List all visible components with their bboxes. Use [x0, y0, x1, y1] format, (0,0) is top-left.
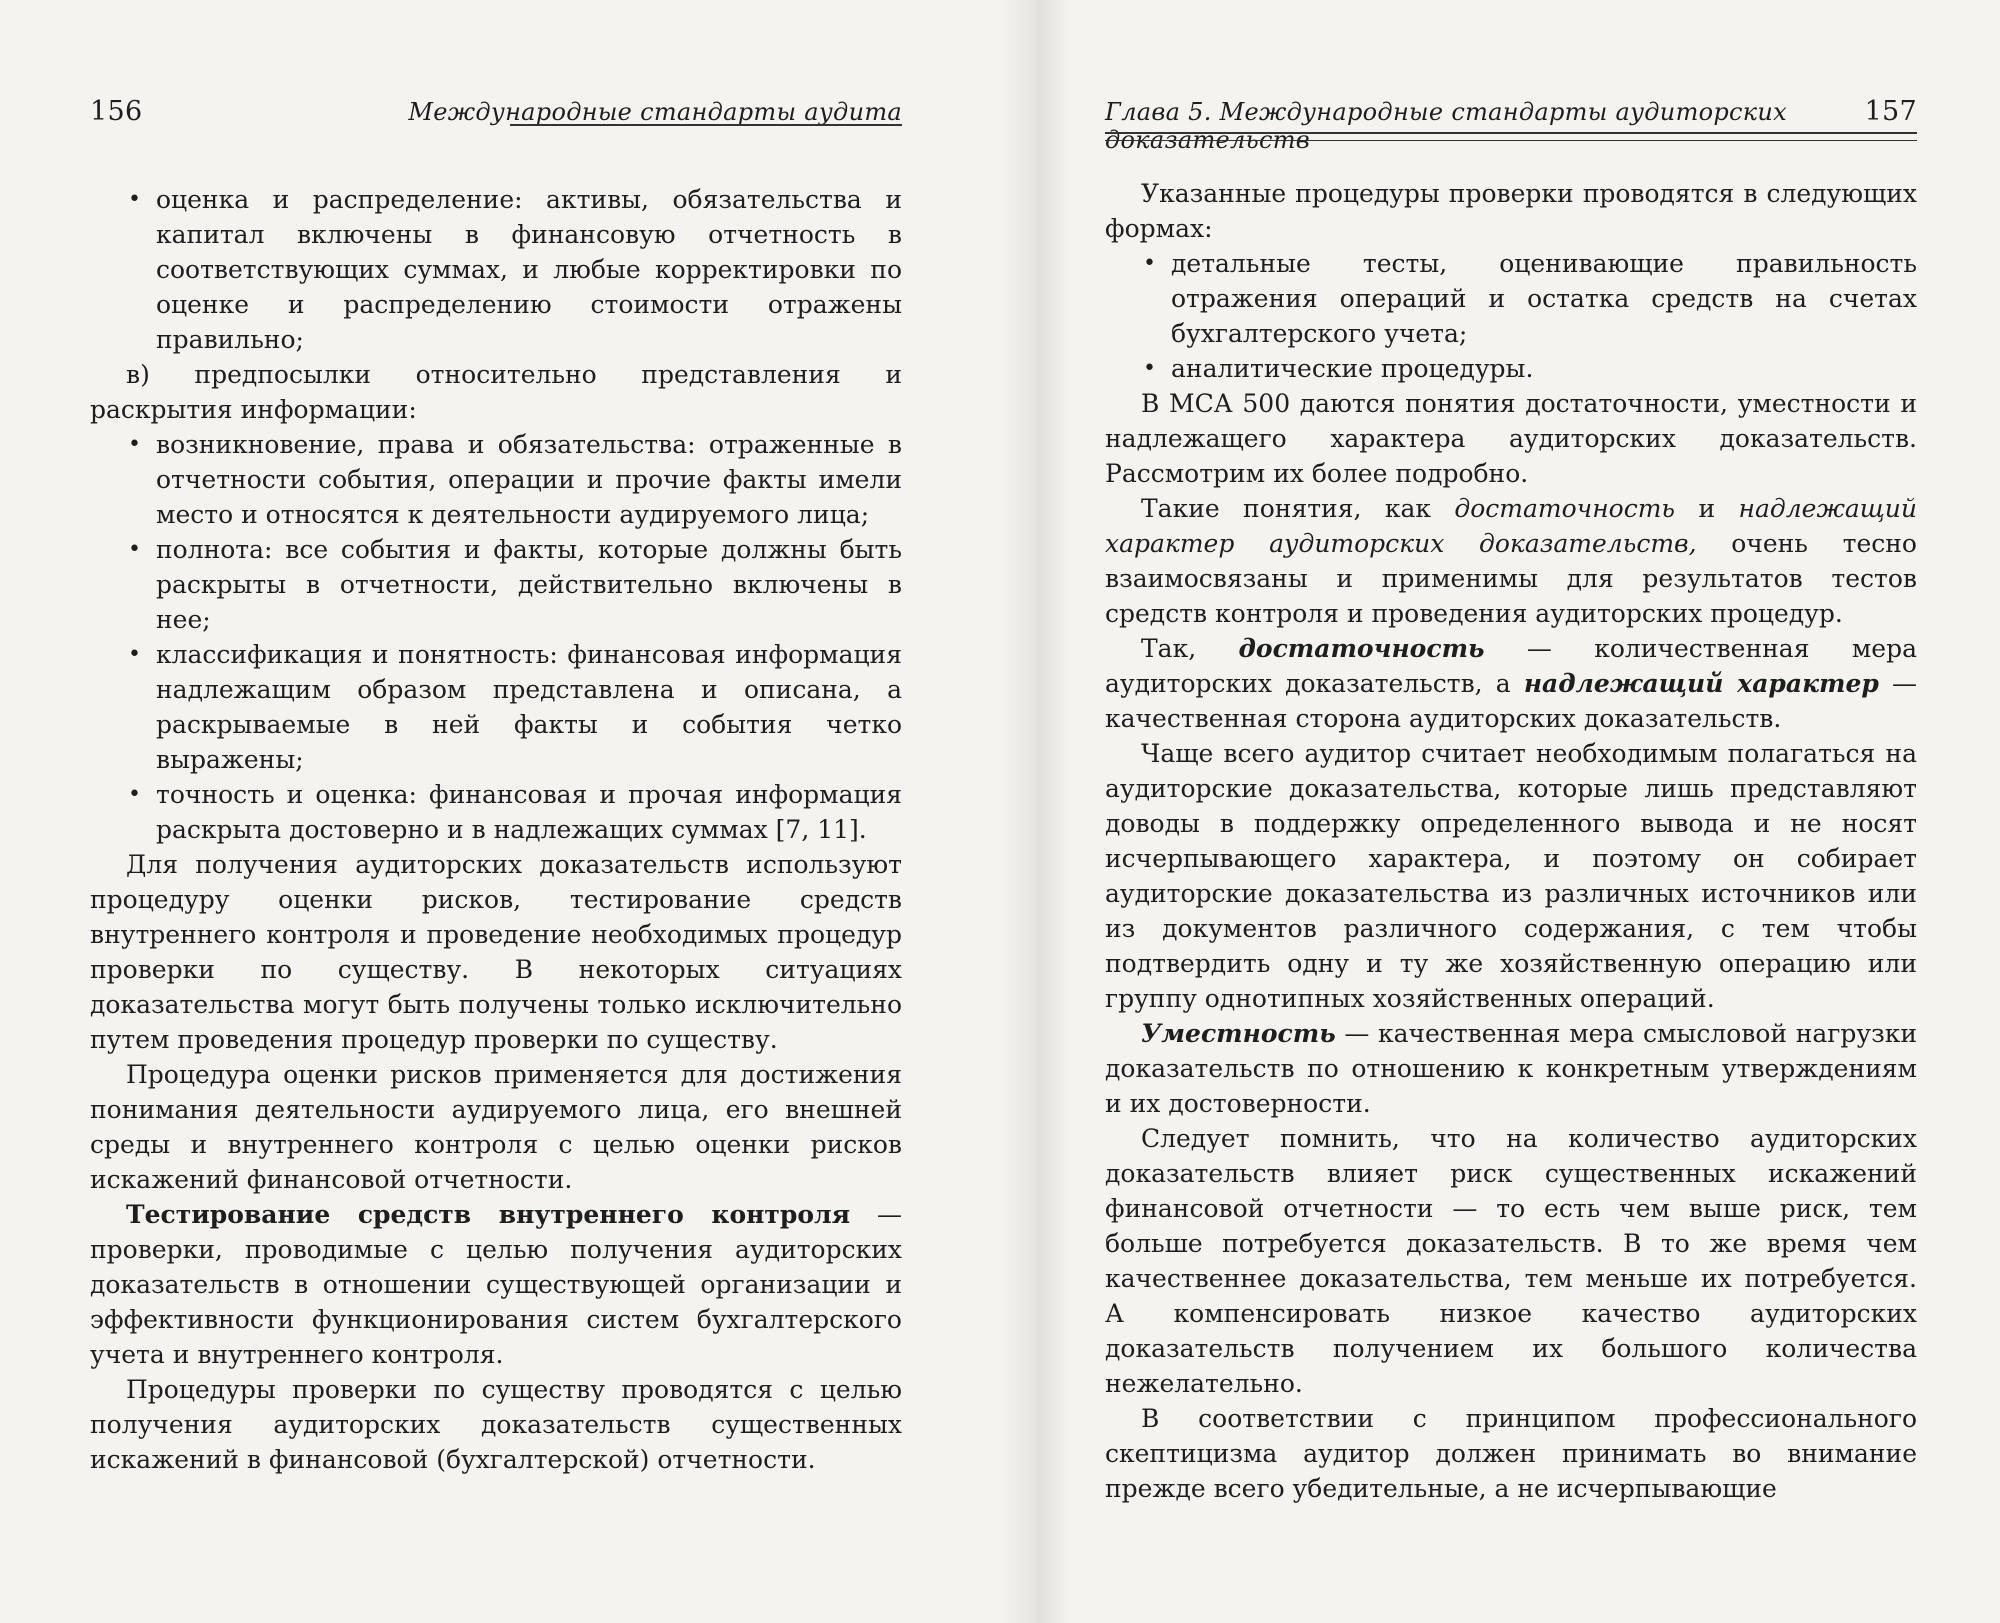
bullet-icon: • — [128, 187, 141, 212]
paragraph-text: Так, — [1141, 634, 1239, 663]
paragraph-testing — [90, 1197, 902, 1372]
list-item — [128, 427, 902, 532]
paragraph: Чаще всего аудитор считает необходимым полагаться на аудиторские доказательства, которые лишь представляют доводы в поддержку определенного вывода и не носят исчерпывающего характера, и поэтому он собирает аудиторские доказательства из различных источников или из документов различного содержания, с тем чтобы подтвердить одну и ту же хозяйственную операцию или группу однотипных хозяйственных операций. — [1105, 739, 1917, 1013]
term-bold: Тестирование средств внутреннего контроля — [126, 1200, 851, 1229]
bullet-icon: • — [128, 432, 141, 457]
page-number-right: 157 — [1864, 96, 1917, 127]
paragraph-text: — качественная сторона аудиторских доказательств. — [1105, 669, 1917, 733]
book-gutter — [1000, 0, 1070, 1623]
paragraph-concepts — [1105, 491, 1917, 631]
left-head-rule — [510, 124, 902, 126]
paragraph-relevance — [1105, 1016, 1917, 1121]
list-item — [1143, 246, 1917, 351]
list-item-text: точность и оценка: финансовая и прочая информация раскрыта достоверно и в надлежащих суммах [7, 11]. — [156, 780, 902, 844]
list-item — [128, 777, 902, 847]
right-body-text — [1105, 176, 1917, 1506]
list-item — [128, 637, 902, 777]
term-italic: достаточность — [1454, 494, 1676, 523]
list-item-text: детальные тесты, оценивающие правильность отражения операций и остатка средств на счетах бухгалтерского учета; — [1171, 249, 1917, 348]
list-item — [1143, 351, 1917, 386]
bullet-icon: • — [1143, 251, 1156, 276]
list-item-text: возникновение, права и обязательства: отраженные в отчетности события, операции и прочие факты имели место и относятся к деятельности аудируемого лица; — [156, 430, 902, 529]
bullet-icon: • — [1143, 356, 1156, 381]
term-bold-italic: достаточность — [1238, 634, 1485, 663]
paragraph: Процедура оценки рисков применяется для достижения понимания деятельности аудируемого лица, его внешней среды и внутреннего контроля с целью оценки рисков искажений финансовой отчетности. — [90, 1060, 902, 1194]
paragraph: Следует помнить, что на количество аудиторских доказательств влияет риск существенных искажений финансовой отчетности — то есть чем выше риск, тем больше потребуется доказательств. В то же время чем качественнее доказательства, тем меньше их потребуется. А компенсировать низкое качество аудиторских доказательств получением их большого количества нежелательно. — [1105, 1124, 1917, 1398]
paragraph-text: очень тесно взаимосвязаны и применимы для результатов тестов средств контроля и проведения аудиторских процедур. — [1105, 529, 1917, 628]
paragraph: В соответствии с принципом профессионального скептицизма аудитор должен принимать во внимание прежде всего убедительные, а не исчерпывающие — [1105, 1404, 1917, 1503]
list-item-text: классификация и понятность: финансовая информация надлежащим образом представлена и описана, а раскрываемые в ней факты и события четко выражены; — [156, 640, 902, 774]
page-number-left: 156 — [90, 96, 143, 127]
term-italic: надлежащий характер аудиторских доказательств, — [1105, 494, 1917, 558]
paragraph: Для получения аудиторских доказательств используют процедуру оценки рисков, тестирование средств внутреннего контроля и проведение необходимых процедур проверки по существу. В некоторых ситуациях доказательства могут быть получены только исключительно путем проведения процедур проверки по существу. — [90, 850, 902, 1054]
paragraph: В МСА 500 даются понятия достаточности, уместности и надлежащего характера аудиторских доказательств. Рассмотрим их более подробно. — [1105, 389, 1917, 488]
paragraph-text: Такие понятия, как — [1141, 494, 1455, 523]
list-item — [128, 532, 902, 637]
term-bold-italic: надлежащий характер — [1523, 669, 1879, 698]
left-running-head — [90, 96, 902, 136]
paragraph-text: — количественная мера аудиторских доказательств, а — [1105, 634, 1917, 698]
right-head-rule — [1105, 132, 1917, 141]
paragraph: Процедуры проверки по существу проводятся с целью получения аудиторских доказательств существенных искажений в финансовой (бухгалтерской) отчетности. — [90, 1375, 902, 1474]
left-bullet-list-b — [90, 427, 902, 847]
paragraph-text: — проверки, проводимые с целью получения аудиторских доказательств в отношении существующей организации и эффективности функционирования систем бухгалтерского учета и внутреннего контроля. — [90, 1200, 902, 1369]
bullet-icon: • — [128, 642, 141, 667]
left-page — [90, 0, 902, 1623]
right-running-head-title: Глава 5. Международные стандарты аудиторских доказательств — [1105, 98, 1788, 154]
paragraph-text: — качественная мера смысловой нагрузки доказательств по отношению к конкретным утверждениям и их достоверности. — [1105, 1019, 1917, 1118]
left-body-text — [90, 182, 902, 1477]
list-item — [128, 182, 902, 357]
paragraph-sufficiency — [1105, 631, 1917, 736]
bullet-icon: • — [128, 537, 141, 562]
list-item-text: аналитические процедуры. — [1171, 354, 1534, 383]
paragraph-text: и — [1675, 494, 1739, 523]
list-item-text: оценка и распределение: активы, обязательства и капитал включены в финансовую отчетность в соответствующих суммах, и любые корректировки по оценке и распределению стоимости отражены правильно; — [156, 185, 902, 354]
right-running-head — [1105, 96, 1917, 154]
right-bullet-list — [1105, 246, 1917, 386]
right-page — [1105, 0, 1917, 1623]
left-running-head-title: Международные стандарты аудита — [408, 98, 902, 126]
paragraph-v: в) предпосылки относительно представления и раскрытия информации: — [90, 360, 902, 424]
term-bold-italic: Уместность — [1141, 1019, 1336, 1048]
bullet-icon: • — [128, 782, 141, 807]
paragraph: Указанные процедуры проверки проводятся в следующих формах: — [1105, 179, 1917, 243]
list-item-text: полнота: все события и факты, которые должны быть раскрыты в отчетности, действительно включены в нее; — [156, 535, 902, 634]
left-bullet-list-a — [90, 182, 902, 357]
